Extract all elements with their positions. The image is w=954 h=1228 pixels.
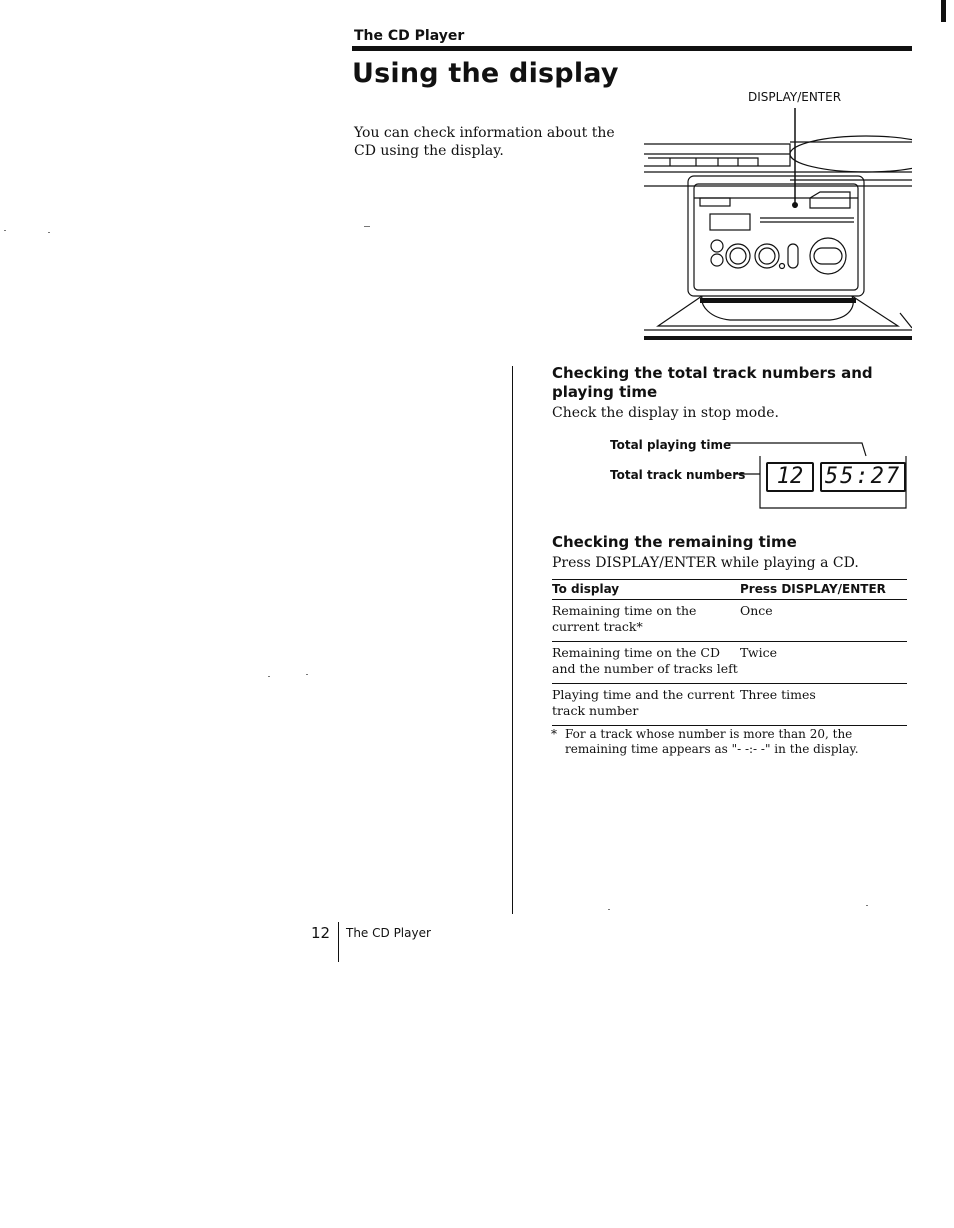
header-rule (352, 46, 912, 51)
page-title: Using the display (352, 58, 619, 89)
heading-remaining-time: Checking the remaining time (552, 533, 797, 551)
table-cell: Twice (740, 642, 907, 684)
lcd-track-count: 12 (766, 462, 814, 492)
heading-total-track-numbers: Checking the total track numbers and playing time (552, 364, 873, 401)
table-cell: Once (740, 600, 907, 642)
remaining-instructions: Press DISPLAY/ENTER while playing a CD. (552, 555, 859, 571)
table-row (552, 684, 907, 726)
footer-rule (338, 922, 339, 962)
table-cell: Remaining time on the current track* (552, 600, 740, 642)
display-mode-table (552, 579, 907, 726)
lcd-total-time: 55:27 (820, 462, 906, 492)
table-row (552, 642, 907, 684)
scan-speck (866, 905, 868, 906)
scan-speck (268, 676, 270, 677)
table-header-to-display: To display (552, 580, 740, 600)
column-rule (512, 366, 513, 914)
total-playing-time-callout: Total playing time (610, 438, 732, 452)
table-cell: Playing time and the current track number (552, 684, 740, 726)
lcd-figure (600, 434, 912, 514)
footnote-mark: * (551, 727, 557, 741)
scan-speck (4, 230, 6, 231)
table-row (552, 600, 907, 642)
section-label: The CD Player (354, 28, 465, 44)
footnote-text: For a track whose number is more than 20, the remaining time appears as "- -:- -" in the display. (565, 727, 859, 756)
page-number: 12 (311, 924, 331, 942)
table-cell: Three times (740, 684, 907, 726)
corner-tab-mark (941, 0, 946, 22)
scan-speck (306, 674, 308, 675)
total-track-numbers-callout: Total track numbers (610, 468, 746, 482)
scan-speck (48, 232, 50, 233)
table-cell: Remaining time on the CD and the number of tracks left (552, 642, 740, 684)
footnote (551, 727, 911, 757)
table-header-row (552, 580, 907, 600)
cd-player-illustration (640, 108, 912, 344)
table-header-press: Press DISPLAY/ENTER (740, 580, 907, 600)
footer-label: The CD Player (346, 926, 431, 940)
intro-text: You can check information about the CD using the display. (354, 125, 615, 159)
scan-speck (364, 226, 370, 227)
total-instructions: Check the display in stop mode. (552, 405, 779, 421)
display-enter-callout: DISPLAY/ENTER (748, 90, 842, 104)
scan-speck (608, 909, 610, 910)
